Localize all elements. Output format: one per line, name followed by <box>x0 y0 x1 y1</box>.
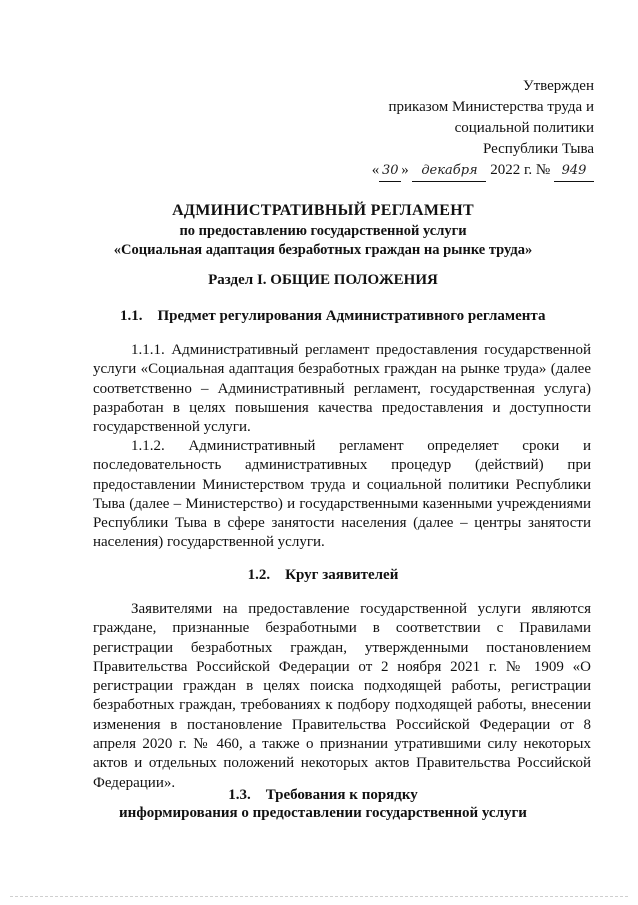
paragraph-1-1-1: 1.1.1. Административный регламент предоставления государственной услуги «Социальная адаптация безработных граждан на рынке труда» (далее соответственно – Административный регламент, государственная услуга) разработан в целях повышения качества предоставления и доступности государственной услуги. <box>93 342 591 436</box>
approval-line-4: Республики Тыва <box>482 141 594 157</box>
approval-line-1: Утвержден <box>522 78 594 94</box>
document-title <box>48 200 598 260</box>
subsection-1-3-heading-line-2: информирования о предоставлении государственной услуги <box>119 805 527 821</box>
order-number: 949 <box>554 160 594 182</box>
date-year: 2022 г. № <box>490 162 551 178</box>
approval-line-2: приказом Министерства труда и <box>388 99 594 115</box>
paragraph-1-2: Заявителями на предоставление государственной услуги являются граждане, признанные безработными в соответствии с Правилами регистрации безработных граждан, утвержденными постановлением Правительства Российской Федерации от 2 ноября 2021 г. № 1909 «О регистрации граждан в целях поиска подходящей работы, регистрации безработных граждан, требованиях к подбору подходящей работы, внесении изменения в постановление Правительства Российской Федерации от 8 апреля 2020 г. № 460, а также о признании утратившими силу некоторых актов и отдельных положений некоторых актов Правительства Российской Федерации». <box>93 601 591 791</box>
subsection-1-3-heading-line-1: 1.3. Требования к порядку <box>228 787 418 803</box>
date-day: 30 <box>379 160 401 182</box>
title-sub-1: по предоставлению государственной услуги <box>179 223 467 239</box>
subsection-1-2-heading: 1.2. Круг заявителей <box>247 567 399 583</box>
subsection-1-1-heading: 1.1. Предмет регулирования Административного регламента <box>120 308 546 324</box>
approval-stamp <box>372 76 594 182</box>
date-quote-close: » <box>401 162 409 178</box>
title-sub-2: «Социальная адаптация безработных граждан на рынке труда» <box>113 242 533 258</box>
title-main: АДМИНИСТРАТИВНЫЙ РЕГЛАМЕНТ <box>172 202 474 219</box>
paragraph-1-1-2: 1.1.2. Административный регламент определяет сроки и последовательность административных процедур (действий) при предоставлении Министерством труда и социальной политики Республики Тыва (далее – Министерство) и государственными казенными учреждениями Республики Тыва в сфере занятости населения (далее – центры занятости населения) государственной услуги. <box>93 438 591 551</box>
approval-date-line <box>372 160 594 182</box>
scan-edge-divider <box>10 896 628 897</box>
date-month: декабря <box>412 160 486 182</box>
date-quote-open: « <box>371 162 380 178</box>
approval-line-3: социальной политики <box>454 120 594 136</box>
section-1-heading: Раздел I. ОБЩИЕ ПОЛОЖЕНИЯ <box>208 272 438 288</box>
